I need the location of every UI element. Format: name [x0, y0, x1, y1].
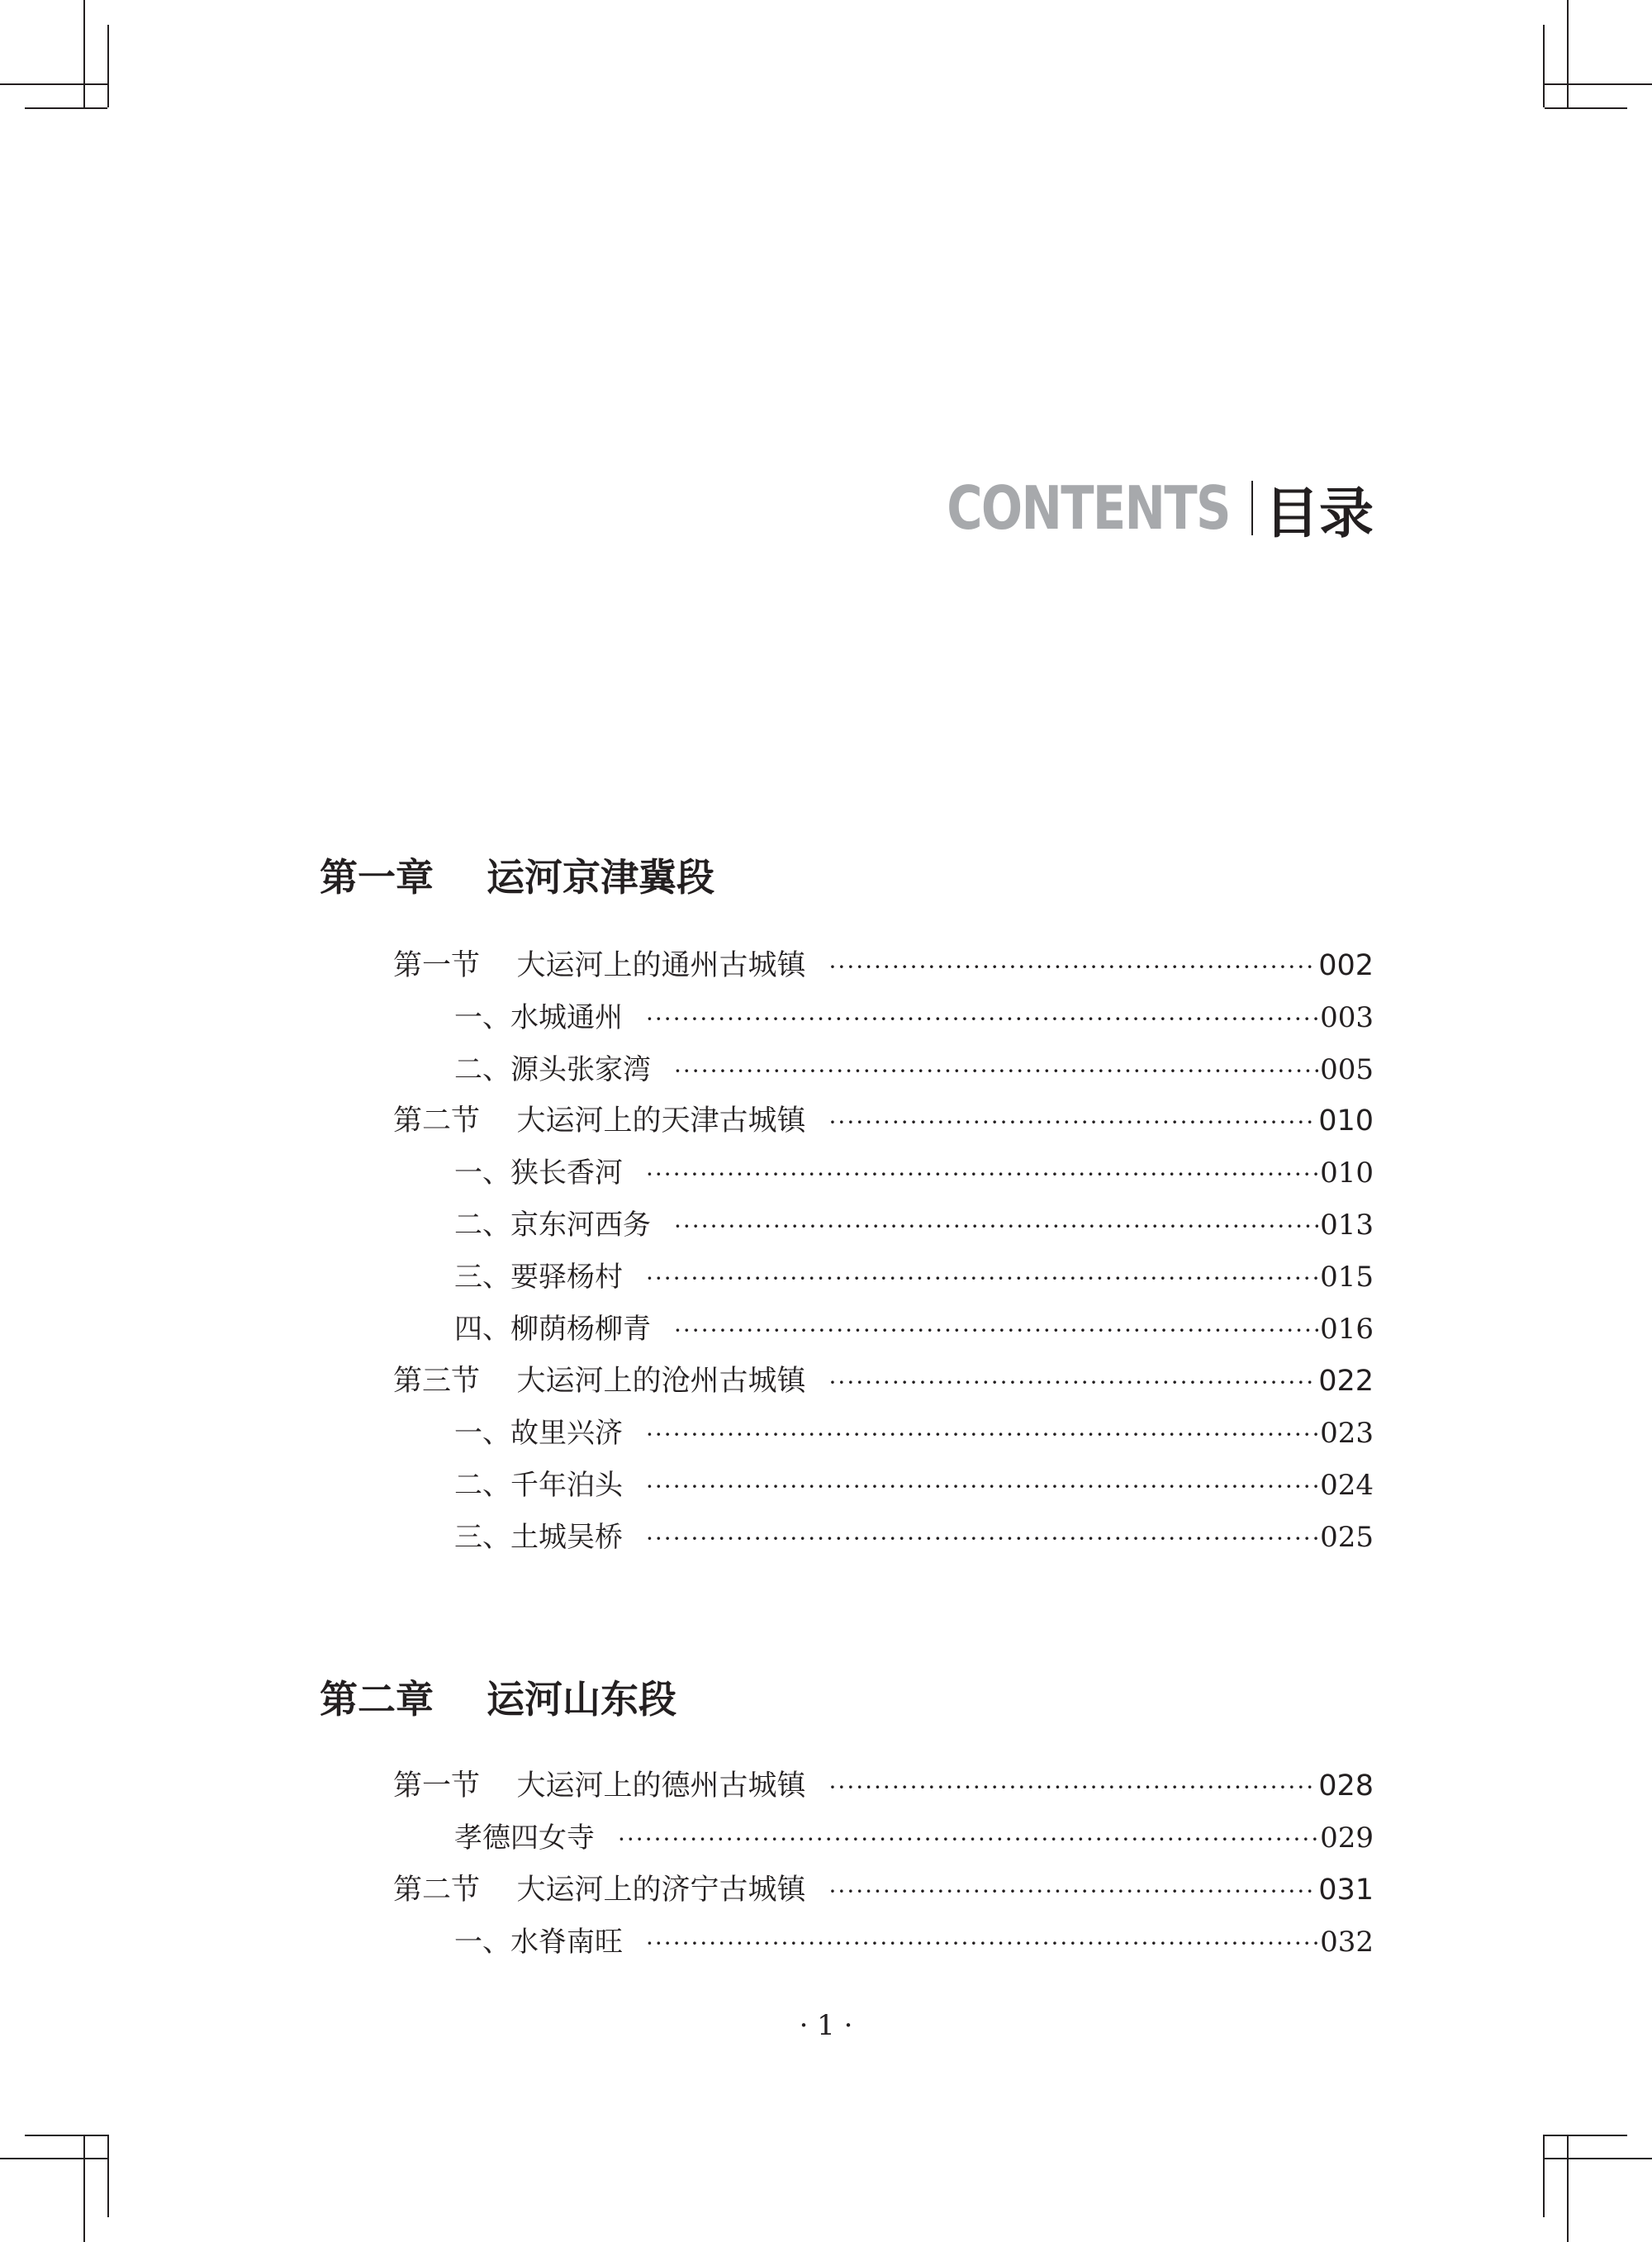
toc-label: 二、千年泊头 — [454, 1469, 623, 1502]
crop-mark-top-right-v — [1567, 0, 1569, 107]
toc-label: 一、故里兴济 — [454, 1417, 623, 1450]
toc-page-number: 016 — [1320, 1313, 1374, 1346]
toc-entry-row[interactable] — [454, 1045, 1374, 1095]
toc-entry-row[interactable] — [454, 1461, 1374, 1510]
crop-mark-bottom-right-v — [1567, 2135, 1569, 2242]
toc-label: 第一节 大运河上的通州古城镇 — [393, 949, 806, 982]
toc-entry-row[interactable] — [454, 1148, 1374, 1198]
toc-label: 第一节 大运河上的德州古城镇 — [393, 1769, 806, 1803]
toc-page-number: 032 — [1320, 1926, 1374, 1959]
dot-leader — [829, 1358, 1317, 1406]
crop-mark-top-right-h2 — [1545, 107, 1627, 109]
toc-page-number: 010 — [1320, 1157, 1374, 1190]
toc-page-number: 024 — [1320, 1469, 1374, 1502]
dot-leader — [829, 1763, 1317, 1811]
crop-mark-top-right-v2 — [1543, 25, 1545, 107]
toc-page-number: 013 — [1320, 1209, 1374, 1242]
toc-page-number: 010 — [1318, 1104, 1374, 1138]
toc-label: 四、柳荫杨柳青 — [454, 1313, 651, 1346]
chapter-title: 第二章 运河山东段 — [320, 1677, 677, 1722]
toc-label: 二、源头张家湾 — [454, 1053, 651, 1086]
crop-mark-top-left-v2 — [107, 25, 109, 107]
toc-entry-row[interactable] — [454, 1513, 1374, 1562]
crop-mark-bottom-right-v2 — [1543, 2135, 1545, 2217]
toc-label: 第二节 大运河上的天津古城镇 — [393, 1104, 806, 1138]
dot-leader — [674, 1047, 1318, 1095]
crop-mark-top-left-h — [0, 83, 107, 85]
dot-leader — [829, 1098, 1317, 1146]
toc-page-number: 005 — [1320, 1053, 1374, 1086]
toc-page-number: 002 — [1318, 949, 1374, 982]
toc-entry-row[interactable] — [454, 993, 1374, 1043]
page-number: · 1 · — [799, 2009, 853, 2042]
dot-leader — [829, 1867, 1317, 1915]
toc-page-number: 031 — [1318, 1874, 1374, 1907]
toc-label: 孝德四女寺 — [454, 1822, 595, 1855]
toc-label: 一、水城通州 — [454, 1001, 623, 1034]
toc-entry-row[interactable] — [454, 1917, 1374, 1967]
crop-mark-top-left-v — [83, 0, 85, 107]
toc-section-row[interactable] — [393, 941, 1374, 990]
toc-entry-row[interactable] — [454, 1200, 1374, 1250]
dot-leader — [829, 943, 1317, 990]
crop-mark-top-right-h — [1545, 83, 1652, 85]
crop-mark-bottom-left-h — [0, 2158, 107, 2159]
toc-entry-row[interactable] — [454, 1304, 1374, 1354]
toc-page-number: 003 — [1320, 1001, 1374, 1034]
toc-label: 一、水脊南旺 — [454, 1926, 623, 1959]
toc-page-number: 028 — [1318, 1769, 1374, 1803]
dot-leader — [646, 995, 1318, 1043]
toc-entry-row[interactable] — [454, 1252, 1374, 1302]
toc-label: 第三节 大运河上的沧州古城镇 — [393, 1365, 806, 1398]
contents-title-en: CONTENTS — [947, 473, 1230, 543]
contents-title-zh: 目录 — [1265, 481, 1374, 545]
toc-section-row[interactable] — [393, 1356, 1374, 1406]
crop-mark-bottom-right-h — [1545, 2158, 1652, 2159]
dot-leader — [646, 1410, 1318, 1458]
dot-leader — [674, 1202, 1318, 1250]
toc-section-row[interactable] — [393, 1865, 1374, 1915]
dot-leader — [646, 1150, 1318, 1198]
toc-page-number: 029 — [1320, 1822, 1374, 1855]
toc-page-number: 022 — [1318, 1365, 1374, 1398]
crop-mark-bottom-left-v2 — [107, 2135, 109, 2217]
crop-mark-top-left-h2 — [25, 107, 107, 109]
dot-leader — [674, 1306, 1318, 1354]
toc-label: 一、狭长香河 — [454, 1157, 623, 1190]
dot-leader — [646, 1462, 1318, 1510]
toc-label: 二、京东河西务 — [454, 1209, 651, 1242]
dot-leader — [646, 1254, 1318, 1302]
toc-header — [885, 471, 1374, 545]
toc-section-row[interactable] — [393, 1096, 1374, 1146]
toc-section-row[interactable] — [393, 1761, 1374, 1811]
toc-page-number: 025 — [1320, 1521, 1374, 1554]
toc-label: 三、要驿杨村 — [454, 1261, 623, 1294]
toc-label: 第二节 大运河上的济宁古城镇 — [393, 1874, 806, 1907]
toc-page-number: 023 — [1320, 1417, 1374, 1450]
dot-leader — [646, 1919, 1318, 1967]
crop-mark-bottom-left-h2 — [25, 2135, 107, 2136]
dot-leader — [618, 1815, 1318, 1863]
crop-mark-bottom-left-v — [83, 2135, 85, 2242]
toc-page-number: 015 — [1320, 1261, 1374, 1294]
header-divider — [1251, 481, 1253, 535]
crop-mark-bottom-right-h2 — [1545, 2135, 1627, 2136]
toc-entry-row[interactable] — [454, 1813, 1374, 1863]
toc-label: 三、土城吴桥 — [454, 1521, 623, 1554]
dot-leader — [646, 1514, 1318, 1562]
chapter-title: 第一章 运河京津冀段 — [320, 855, 715, 900]
toc-entry-row[interactable] — [454, 1408, 1374, 1458]
